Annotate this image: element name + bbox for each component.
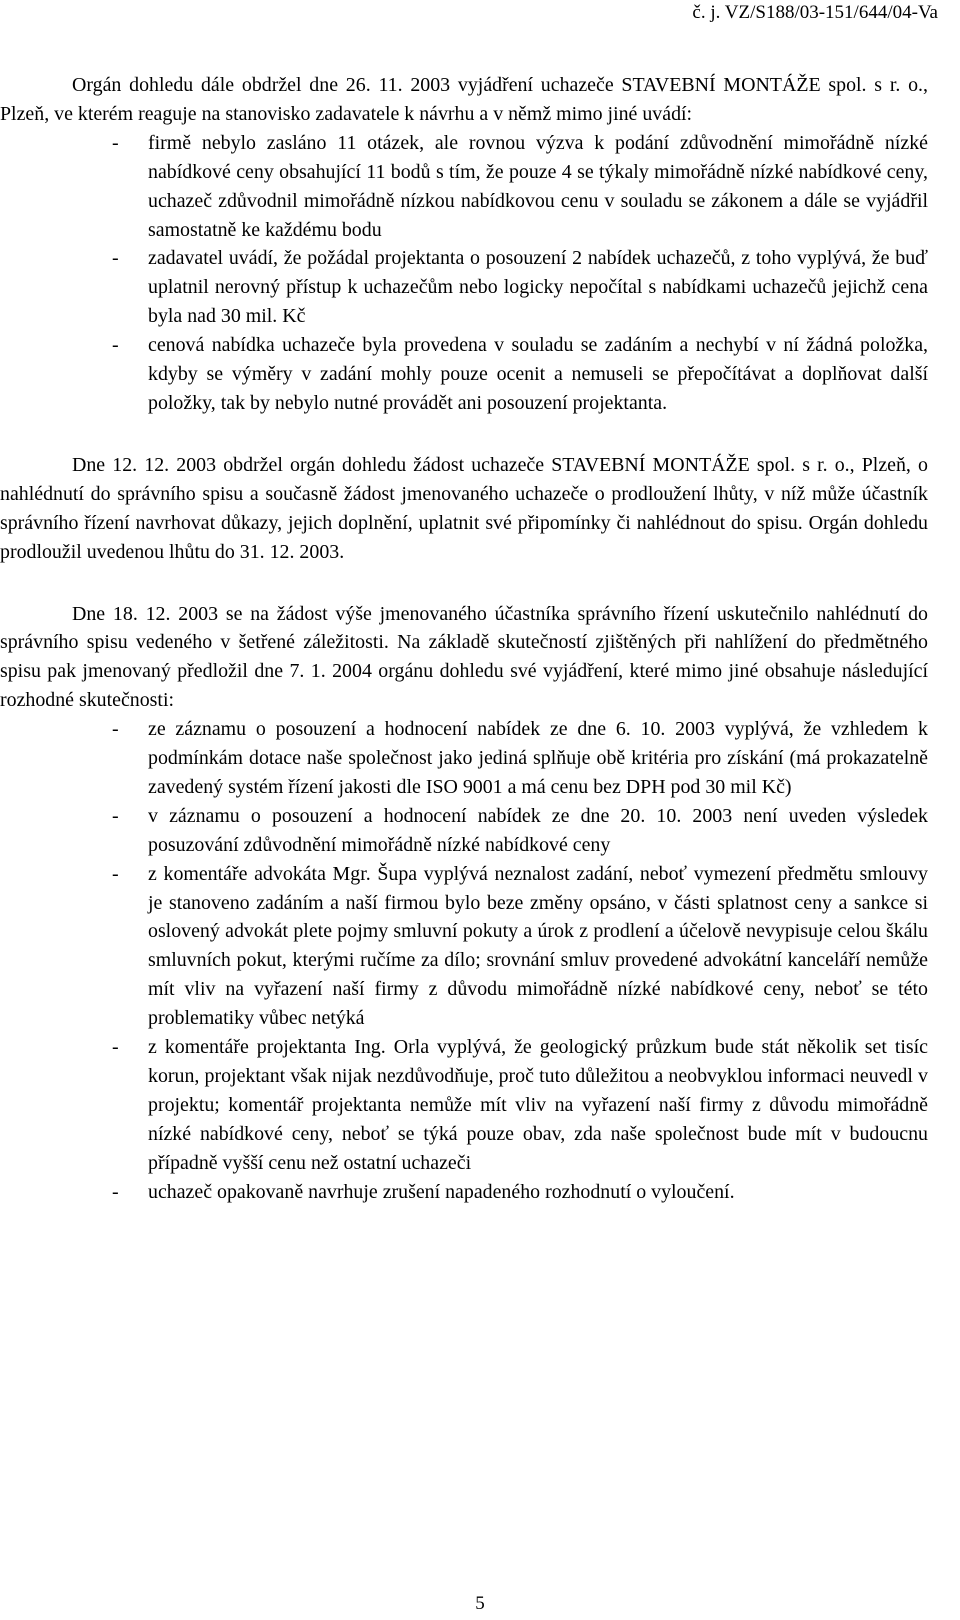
- list-item: - z komentáře advokáta Mgr. Šupa vyplývá neznalost zadání, neboť vymezení předmětu smlouvy je stanoveno zadáním a naší firmou bylo beze změny opsáno, v části splatnost ceny a sankce si oslovený advokát plete pojmy smluvní pokuty a úrok z prodlení a účelově nevypisuje celou škálu smluvních pokut, kterými ručíme za dílo; srovnání smluv provedené advokátní kanceláří nemůže mít vliv na vyřazení naší firmy z důvodu mimořádně nízké nabídkové ceny, neboť se této problematiky vůbec netýká: [148, 860, 928, 1033]
- list-item: - firmě nebylo zasláno 11 otázek, ale rovnou výzva k podání zdůvodnění mimořádně nízké nabídkové ceny obsahující 11 bodů s tím, že pouze 4 se týkaly mimořádně nízké nabídkové ceny, uchazeč zdůvodnil mimořádně nízkou nabídkovou cenu v souladu se zákonem a dále se vyjádřil samostatně ke každému bodu: [148, 129, 928, 245]
- paragraph-3: Dne 18. 12. 2003 se na žádost výše jmenovaného účastníka správního řízení uskutečnilo nahlédnutí do správního spisu vedeného v šetřené záležitosti. Na základě skutečností zjištěných při nahlížení do předmětného spisu pak jmenovaný předložil dne 7. 1. 2004 orgánu dohledu své vyjádření, které mimo jiné obsahuje následující rozhodné skutečnosti:: [0, 602, 928, 712]
- page-number: 5: [475, 1593, 485, 1614]
- list-1: [0, 129, 928, 418]
- reference-number: č. j. VZ/S188/03-151/644/04-Va: [692, 2, 938, 23]
- list-item: - z komentáře projektanta Ing. Orla vyplývá, že geologický průzkum bude stát několik set tisíc korun, projektant však nijak nezdůvodňuje, proč tuto důležitou a neobvyklou informaci neuvedl v projektu; komentář projektanta nemůže mít vliv na vyřazení naší firmy z důvodu mimořádně nízké nabídkové ceny, neboť se týká pouze obav, zda naše společnost bude mít v budoucnu případně vyšší cenu než ostatní uchazeči: [148, 1033, 928, 1178]
- list-marker: -: [112, 718, 119, 741]
- list-marker: -: [112, 334, 119, 357]
- list-item: - cenová nabídka uchazeče byla provedena v souladu se zadáním a nechybí v ní žádná položka, kdyby se výměry v zadání mohly pouze ocenit a nemuseli se přepočítávat a doplňovat další položky, tak by nebylo nutné provádět ani posouzení projektanta.: [148, 331, 928, 418]
- paragraph-1: Orgán dohledu dále obdržel dne 26. 11. 2003 vyjádření uchazeče STAVEBNÍ MONTÁŽE spol. s r. o., Plzeň, ve kterém reaguje na stanovisko zadavatele k návrhu a v němž mimo jiné uvádí:: [0, 74, 928, 125]
- list-item: - ze záznamu o posouzení a hodnocení nabídek ze dne 6. 10. 2003 vyplývá, že vzhledem k podmínkám dotace naše společnost jako jediná splňuje obě kritéria pro získání (má prokazatelně zavedený systém řízení jakosti dle ISO 9001 a má cenu bez DPH pod 30 mil Kč): [148, 715, 928, 802]
- list-item: - v záznamu o posouzení a hodnocení nabídek ze dne 20. 10. 2003 není uveden výsledek posuzování zdůvodnění mimořádně nízké nabídkové ceny: [148, 802, 928, 860]
- list-marker: -: [112, 862, 119, 885]
- document-body: [0, 71, 928, 1207]
- list-2: [0, 715, 928, 1206]
- list-item: - zadavatel uvádí, že požádal projektanta o posouzení 2 nabídek uchazečů, z toho vyplývá, že buď uplatnil nerovný přístup k uchazečům nebo logicky nepočítal s nabídkami uchazečů jejichž cena byla nad 30 mil. Kč: [148, 244, 928, 331]
- list-item: - uchazeč opakovaně navrhuje zrušení napadeného rozhodnutí o vyloučení.: [148, 1178, 928, 1207]
- paragraph-2: Dne 12. 12. 2003 obdržel orgán dohledu žádost uchazeče STAVEBNÍ MONTÁŽE spol. s r. o., Plzeň, o nahlédnutí do správního spisu a současně žádost jmenovaného uchazeče o prodloužení lhůty, v níž může účastník správního řízení navrhovat důkazy, jejich doplnění, uplatnit své připomínky či nahlédnout do spisu. Orgán dohledu prodloužil uvedenou lhůtu do 31. 12. 2003.: [0, 453, 928, 563]
- list-marker: -: [112, 247, 119, 270]
- list-marker: -: [112, 1036, 119, 1059]
- list-marker: -: [112, 1180, 119, 1203]
- list-marker: -: [112, 804, 119, 827]
- list-marker: -: [112, 131, 119, 154]
